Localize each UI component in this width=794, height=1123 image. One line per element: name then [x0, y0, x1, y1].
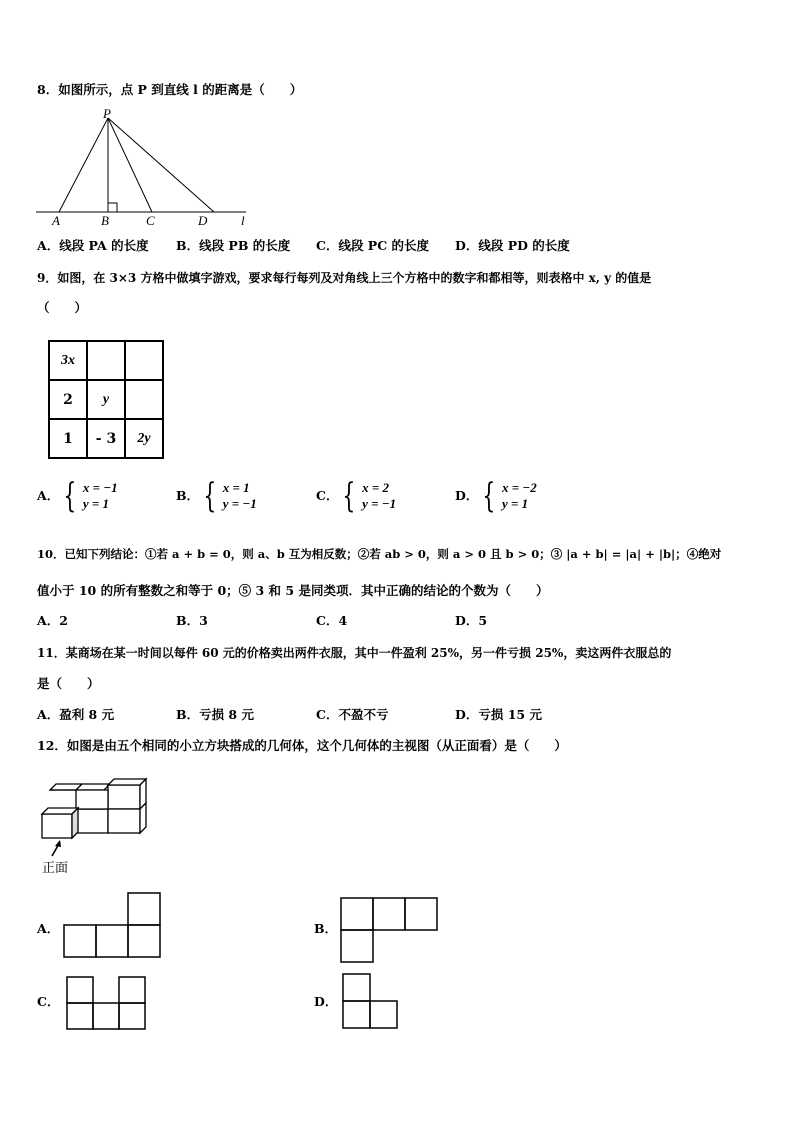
q11-option-d-text: 亏损 15 元: [478, 707, 542, 722]
grid-cell: y: [87, 380, 125, 419]
grid-cell: 2y: [125, 419, 163, 458]
segment-pd: [108, 118, 214, 212]
grid-cell: - 3: [87, 419, 125, 458]
q11-option-c-letter: C．: [316, 707, 339, 722]
q9-option-a-line2: y = 1: [82, 496, 110, 511]
q10-option-d-letter: D．: [455, 613, 479, 628]
q9-option-a[interactable]: [37, 476, 118, 516]
q8-option-d-text: 线段 PD 的长度: [478, 238, 570, 253]
q8-option-b-text: 线段 PB 的长度: [199, 238, 291, 253]
q9-option-d-letter: D．: [455, 488, 479, 503]
q10-option-c[interactable]: [316, 613, 347, 629]
q8-option-a-text: 线段 PA 的长度: [59, 238, 149, 253]
q10-option-b-letter: B．: [176, 613, 200, 628]
brace-icon: {: [63, 476, 77, 516]
q8-option-b[interactable]: [176, 238, 290, 254]
q12-option-b-view[interactable]: [339, 896, 441, 966]
q9-option-a-letter: A．: [37, 488, 60, 503]
q10-option-c-text: 4: [338, 613, 348, 628]
q12-solid-figure: [36, 774, 156, 878]
q12-option-c-view[interactable]: [64, 974, 148, 1032]
q12-option-c-letter[interactable]: C．: [37, 994, 60, 1009]
q12-option-b-letter[interactable]: B．: [314, 921, 338, 936]
q9-option-b-letter: B．: [176, 488, 200, 503]
q9-option-d-line2: y = 1: [501, 496, 529, 511]
q11-option-b-text: 亏损 8 元: [199, 707, 254, 722]
q9-option-b[interactable]: [176, 476, 257, 516]
segment-pa: [59, 118, 108, 212]
q12-option-a-view[interactable]: [62, 890, 164, 960]
q11-option-d[interactable]: [455, 707, 542, 723]
q11-stem-line1: 11．某商场在某一时间以每件 60 元的价格卖出两件衣服，其中一件盈利 25%，另一件亏损 25%，卖这两件衣服总的: [37, 646, 672, 660]
q11-option-d-letter: D．: [455, 707, 479, 722]
grid-cell: 3x: [49, 341, 87, 380]
grid-cell: 2: [49, 380, 87, 419]
q9-option-c-letter: C．: [316, 488, 339, 503]
q11-option-b[interactable]: [176, 707, 254, 723]
label-d: D: [198, 213, 208, 228]
label-a: A: [52, 213, 60, 228]
q8-option-c-letter: C．: [316, 238, 339, 253]
q10-option-d-text: 5: [478, 613, 488, 628]
q8-option-c[interactable]: [316, 238, 429, 254]
q8-option-b-letter: B．: [176, 238, 200, 253]
q11-option-c-text: 不盈不亏: [338, 707, 389, 722]
q9-option-d[interactable]: [455, 476, 537, 516]
q9-option-c-line1: x = 2: [362, 480, 390, 495]
q10-stem-line2: 值小于 10 的所有整数之和等于 0；⑤ 3 和 5 是同类项．其中正确的结论的个数为（ ）: [37, 583, 549, 598]
grid-cell: [125, 341, 163, 380]
q10-option-b[interactable]: [176, 613, 208, 629]
q12-stem: 12．如图是由五个相同的小立方块搭成的几何体，这个几何体的主视图（从正面看）是（ ）: [37, 738, 567, 753]
q8-option-c-text: 线段 PC 的长度: [338, 238, 430, 253]
q9-option-a-line1: x = −1: [82, 480, 118, 495]
q8-option-a-letter: A．: [37, 238, 60, 253]
q11-option-a-letter: A．: [37, 707, 60, 722]
brace-icon: {: [203, 476, 217, 516]
q9-option-b-line1: x = 1: [222, 480, 250, 495]
segment-pc: [108, 118, 152, 212]
brace-icon: {: [482, 476, 496, 516]
brace-icon: {: [342, 476, 356, 516]
q10-option-a-letter: A．: [37, 613, 60, 628]
arrow-up-icon: [55, 840, 61, 847]
q10-option-a[interactable]: [37, 613, 68, 629]
q9-grid: [48, 340, 164, 459]
q11-option-a[interactable]: [37, 707, 114, 723]
q12-option-d-letter[interactable]: D．: [314, 994, 338, 1009]
q9-option-c-line2: y = −1: [362, 496, 397, 511]
q12-option-a-letter[interactable]: A．: [37, 921, 60, 936]
q10-option-a-text: 2: [59, 613, 68, 628]
q9-stem-line1: 9．如图，在 3×3 方格中做填字游戏，要求每行每列及对角线上三个方格中的数字和都相等，则表格中 x, y 的值是: [37, 271, 652, 285]
q8-option-a[interactable]: [37, 238, 149, 254]
q8-option-d-letter: D．: [455, 238, 479, 253]
q10-option-c-letter: C．: [316, 613, 339, 628]
q10-option-b-text: 3: [199, 613, 208, 628]
q9-option-c[interactable]: [316, 476, 397, 516]
label-p: P: [103, 106, 111, 121]
q9-option-b-line2: y = −1: [222, 496, 257, 511]
q11-stem-line2: 是（ ）: [37, 676, 100, 691]
grid-cell: 1: [49, 419, 87, 458]
grid-cell: [125, 380, 163, 419]
label-c: C: [146, 213, 155, 228]
front-label: 正面: [42, 860, 69, 875]
q9-stem-line2: （ ）: [37, 300, 88, 315]
q8-stem: 8．如图所示，点 P 到直线 l 的距离是（ ）: [37, 82, 303, 97]
right-angle-mark: [108, 203, 117, 212]
q10-option-d[interactable]: [455, 613, 487, 629]
q10-stem-line1: 10．已知下列结论：①若 a + b = 0，则 a、b 互为相反数；②若 ab > 0，则 a > 0 且 b > 0；③ |a + b| = |a| + |b|；④绝对: [37, 547, 722, 561]
q9-option-d-line1: x = −2: [501, 480, 537, 495]
label-b: B: [101, 213, 109, 228]
label-l: l: [241, 213, 245, 228]
q8-option-d[interactable]: [455, 238, 570, 254]
grid-cell: [87, 341, 125, 380]
q11-option-b-letter: B．: [176, 707, 200, 722]
q11-option-a-text: 盈利 8 元: [59, 707, 115, 722]
q12-option-d-view[interactable]: [340, 971, 402, 1031]
q8-figure: [32, 104, 262, 230]
q11-option-c[interactable]: [316, 707, 388, 723]
